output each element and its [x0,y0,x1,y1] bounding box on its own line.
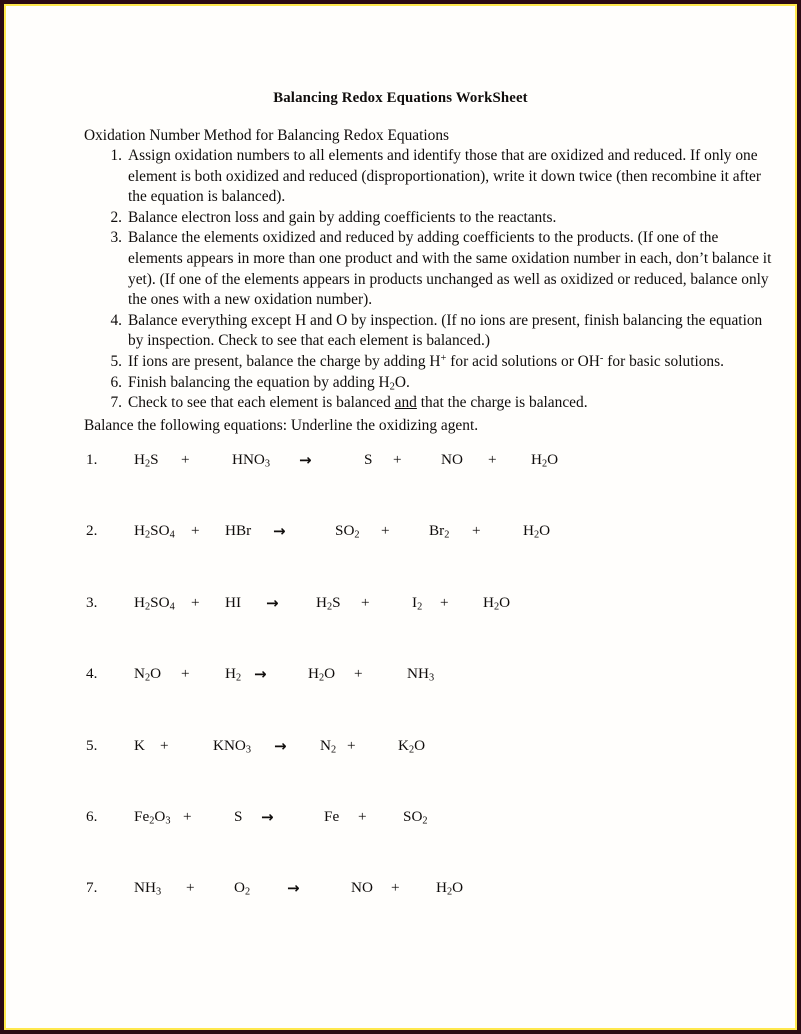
formula-element: H [134,593,145,611]
intro-heading: Oxidation Number Method for Balancing Redox Equations [84,127,450,144]
method-step-text: Assign oxidation numbers to all elements and identify those that are oxidized and reduced. If only one element is both oxidized and reduced (disproportionation), write it down twice (then recombine it after the equation is balanced). [128,147,761,206]
plus-operator: + [186,879,195,897]
equation-row [6,450,795,521]
text-fragment: for acid solutions or OH [446,352,600,370]
plus-operator: + [358,807,367,825]
plus-operator: + [191,522,200,540]
formula-element: O [154,807,166,825]
chemical-formula [531,450,558,470]
formula-subscript: 2 [318,672,325,684]
formula-element: Fe [134,807,150,825]
formula-element: H [483,593,494,611]
arrow-glyph: → [254,665,267,684]
formula-subscript: 3 [428,672,435,684]
equation-number: 6. [86,807,98,825]
method-steps-list [84,146,776,414]
plus-operator: + [160,736,169,754]
formula-subscript: 2 [144,458,151,470]
formula-element: NO [351,879,373,897]
formula-subscript: 2 [330,743,337,755]
formula-element: N [320,736,331,754]
method-step [110,311,776,352]
method-step-text [128,353,724,370]
chemical-formula [335,521,360,541]
formula-element: Fe [324,807,340,825]
arrow-glyph: → [266,593,279,612]
reaction-arrow-icon [274,736,287,757]
method-step-number: 6. [110,373,122,391]
formula-subscript: 2 [144,529,151,541]
formula-element: N [134,665,145,683]
reaction-arrow-icon [254,664,267,685]
equation-row [6,736,795,807]
plus-operator: + [472,522,481,540]
reaction-arrow-icon [266,593,279,614]
reaction-arrow-icon [299,450,312,471]
chemical-formula [134,807,171,827]
chemical-formula [225,521,251,541]
formula-subscript: 2 [541,458,548,470]
underlined-word: and [394,394,417,412]
chemical-formula [398,736,425,756]
chemical-formula [412,593,422,613]
equations-list [6,450,795,950]
equation-row [6,593,795,664]
formula-element: O [150,665,162,683]
equation-number: 7. [86,879,98,897]
chemical-formula [403,807,428,827]
chemical-formula [483,593,510,613]
balance-instruction: Balance the following equations: Underline the oxidizing agent. [84,417,479,434]
page-frame-inner-rule [4,4,797,1030]
formula-subscript: 3 [165,815,171,827]
formula-element: H [134,522,145,540]
method-step-text [128,374,410,391]
formula-element: K [398,736,409,754]
formula-element: S [332,593,341,611]
document-body [6,6,795,1028]
formula-element: H [436,879,447,897]
chemical-formula [364,450,372,470]
formula-element: S [234,807,243,825]
formula-subscript: 2 [408,743,415,755]
formula-element: NH [134,879,156,897]
equation-number: 3. [86,593,98,611]
method-step-number: 1. [110,147,122,164]
plus-operator: + [181,451,190,468]
chemical-formula [225,593,241,613]
method-step-text: Balance the elements oxidized and reduced by adding coefficients to the products. (If one of the elements appears in more than one product and with the same oxidation number in each, don’t balance it yet). (If one of the elements appears in products unchanged as well as oxidized or reduced, balance only the ones with a new oxidation number). [128,229,772,309]
formula-subscript: 4 [169,601,175,613]
formula-subscript: 2 [235,672,242,684]
arrow-glyph: → [299,451,312,469]
formula-subscript: 2 [244,886,251,898]
chemical-formula [441,450,463,470]
chemical-formula [225,664,241,684]
formula-element: H [523,522,534,540]
formula-element: S [150,451,159,468]
equation-row [6,807,795,878]
formula-element: H [531,451,542,468]
formula-subscript: 3 [264,458,271,470]
formula-element: SO [150,522,170,540]
equation-row [6,521,795,592]
page-title: Balancing Redox Equations WorkSheet [273,90,528,106]
plus-operator: + [183,807,192,825]
subscript-number: 2 [389,380,395,392]
chemical-formula [523,521,550,541]
chemical-formula [324,807,339,827]
formula-element: HBr [225,522,252,540]
plus-operator: + [391,879,400,897]
formula-element: K [134,736,145,754]
method-step [110,208,776,229]
formula-element: NO [441,451,463,468]
reaction-arrow-icon [273,521,286,542]
method-step-text [128,394,588,411]
method-step [110,393,776,414]
superscript-charge: + [440,353,447,365]
formula-element: O [499,593,511,611]
arrow-glyph: → [273,522,286,541]
arrow-glyph: → [287,879,300,898]
formula-element: O [547,451,559,468]
method-step [110,146,776,208]
equation-row [6,878,795,949]
formula-element: S [364,451,373,468]
formula-element: H [316,593,327,611]
plus-operator: + [440,593,449,611]
chemical-formula [316,593,341,613]
formula-element: SO [403,807,423,825]
chemical-formula [429,521,449,541]
equation-number: 5. [86,736,98,754]
chemical-formula [134,521,175,541]
method-step [110,228,776,310]
chemical-formula [234,878,250,898]
chemical-formula [134,593,175,613]
plus-operator: + [393,451,402,468]
formula-subscript: 2 [149,815,155,827]
formula-subscript: 2 [444,529,450,541]
formula-element: H [225,665,236,683]
chemical-formula [234,807,242,827]
formula-subscript: 3 [155,886,162,898]
equation-number: 4. [86,665,98,683]
chemical-formula [407,664,434,684]
formula-subscript: 3 [245,743,252,755]
text-fragment: for basic solutions. [603,352,724,370]
text-fragment: If ions are present, balance the charge by adding H [128,352,441,370]
text-fragment: that the charge is balanced. [416,394,588,412]
formula-element: O [452,879,464,897]
chemical-formula [134,736,145,756]
formula-element: Br [429,522,445,540]
formula-element: H [308,665,319,683]
formula-subscript: 2 [446,886,453,898]
method-step-number: 7. [110,394,122,412]
method-step-text: Balance everything except H and O by inspection. (If no ions are present, finish balancing the equation by inspection. Check to see that each element is balanced.) [128,311,763,350]
formula-subscript: 4 [169,529,175,541]
chemical-formula [436,878,463,898]
text-fragment: Finish balancing the equation by adding H [128,373,390,391]
formula-element: SO [335,522,355,540]
chemical-formula [134,664,161,684]
method-step-number: 3. [110,229,122,247]
formula-element: HNO [232,451,265,468]
text-fragment: Check to see that each element is balanced [128,394,395,412]
reaction-arrow-icon [287,878,300,899]
arrow-glyph: → [274,736,287,755]
formula-subscript: 2 [144,601,151,613]
superscript-charge: - [599,353,604,365]
method-step-number: 2. [110,208,122,226]
equation-number: 2. [86,522,98,540]
formula-subscript: 2 [144,672,151,684]
chemical-formula [134,450,159,470]
equation-row [6,664,795,735]
worksheet-page [6,6,795,1028]
formula-element: HI [225,593,242,611]
chemical-formula [232,450,270,470]
method-step [110,373,776,394]
plus-operator: + [381,522,390,540]
formula-element: KNO [213,736,246,754]
plus-operator: + [181,665,190,683]
formula-element: NH [407,665,429,683]
formula-element: O [324,665,336,683]
method-step-number: 5. [110,352,122,370]
formula-subscript: 2 [354,529,360,541]
chemical-formula [213,736,251,756]
equation-number: 1. [86,451,98,468]
plus-operator: + [488,451,497,468]
formula-element: O [539,522,551,540]
formula-element: H [134,451,145,468]
plus-operator: + [347,736,356,754]
chemical-formula [134,878,161,898]
formula-subscript: 2 [422,815,428,827]
formula-subscript: 2 [326,601,333,613]
formula-subscript: 2 [417,601,423,613]
formula-subscript: 2 [493,601,500,613]
method-step-text: Balance electron loss and gain by adding coefficients to the reactants. [128,208,557,226]
formula-element: SO [150,593,170,611]
plus-operator: + [354,665,363,683]
formula-subscript: 2 [533,529,540,541]
method-step-number: 4. [110,311,122,329]
plus-operator: + [191,593,200,611]
text-fragment: O. [394,373,410,391]
chemical-formula [320,736,336,756]
chemical-formula [351,878,373,898]
chemical-formula [308,664,335,684]
plus-operator: + [361,593,370,611]
reaction-arrow-icon [261,807,274,828]
formula-element: O [414,736,426,754]
arrow-glyph: → [261,807,274,826]
formula-element: O [234,879,245,897]
method-step [110,352,776,373]
formula-element: I [412,593,418,611]
